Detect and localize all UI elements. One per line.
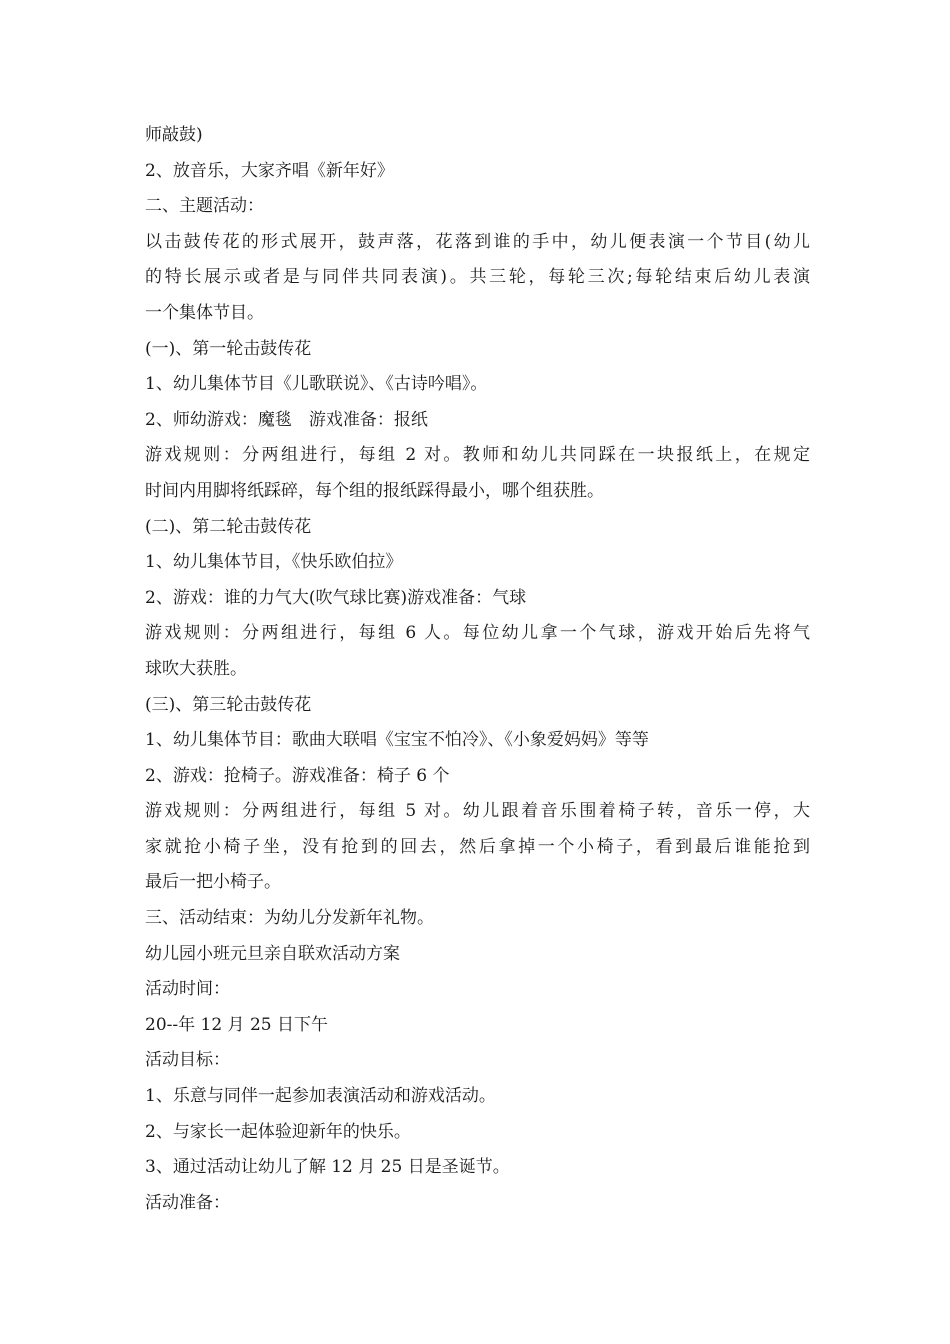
text-line: 球吹大获胜。 bbox=[145, 658, 247, 679]
subsection-heading: (三)、第三轮击鼓传花 bbox=[145, 694, 312, 715]
text-line: 1、乐意与同伴一起参加表演活动和游戏活动。 bbox=[145, 1086, 496, 1107]
text-line: 2、师幼游戏：魔毯 游戏准备：报纸 bbox=[145, 409, 428, 430]
text-line: 20--年 12 月 25 日下午 bbox=[145, 1014, 328, 1035]
text-line: 2、放音乐，大家齐唱《新年好》 bbox=[145, 160, 394, 181]
field-label: 活动时间： bbox=[145, 979, 230, 1000]
text-line: 3、通过活动让幼儿了解 12 月 25 日是圣诞节。 bbox=[145, 1157, 510, 1178]
field-label: 活动准备： bbox=[145, 1192, 230, 1213]
text-line: 1、幼儿集体节目：歌曲大联唱《宝宝不怕冷》、《小象爱妈妈》等等 bbox=[145, 730, 649, 751]
section-heading: 二、主题活动： bbox=[145, 196, 264, 217]
document-body bbox=[145, 118, 810, 1221]
document-title: 幼儿园小班元旦亲自联欢活动方案 bbox=[145, 943, 400, 964]
text-line: 1、幼儿集体节目《儿歌联说》、《古诗吟唱》。 bbox=[145, 374, 488, 395]
text-line: 2、游戏：谁的力气大(吹气球比赛)游戏准备：气球 bbox=[145, 587, 527, 608]
text-line: 1、幼儿集体节目，《快乐欧伯拉》 bbox=[145, 552, 403, 573]
text-line: 最后一把小椅子。 bbox=[145, 872, 281, 893]
text-line: 的特长展示或者是与同伴共同表演)。共三轮，每轮三次;每轮结束后幼儿表演 bbox=[145, 267, 810, 288]
subsection-heading: (一)、第一轮击鼓传花 bbox=[145, 338, 312, 359]
text-line: 游戏规则：分两组进行，每组 2 对。教师和幼儿共同踩在一块报纸上，在规定 bbox=[145, 445, 810, 466]
text-line: 师敲鼓) bbox=[145, 125, 203, 145]
text-line: 时间内用脚将纸踩碎，每个组的报纸踩得最小，哪个组获胜。 bbox=[145, 480, 604, 501]
text-line: 家就抢小椅子坐，没有抢到的回去，然后拿掉一个小椅子，看到最后谁能抢到 bbox=[145, 836, 810, 857]
section-heading: 三、活动结束：为幼儿分发新年礼物。 bbox=[145, 908, 434, 929]
text-line: 2、游戏：抢椅子。游戏准备：椅子 6 个 bbox=[145, 765, 450, 786]
subsection-heading: (二)、第二轮击鼓传花 bbox=[145, 516, 312, 537]
text-line: 游戏规则：分两组进行，每组 5 对。幼儿跟着音乐围着椅子转，音乐一停，大 bbox=[145, 801, 810, 822]
text-line: 一个集体节目。 bbox=[145, 302, 264, 323]
field-label: 活动目标： bbox=[145, 1050, 230, 1071]
text-line: 2、与家长一起体验迎新年的快乐。 bbox=[145, 1121, 411, 1142]
text-line: 以击鼓传花的形式展开，鼓声落，花落到谁的手中，幼儿便表演一个节目(幼儿 bbox=[145, 231, 810, 252]
text-line: 游戏规则：分两组进行，每组 6 人。每位幼儿拿一个气球，游戏开始后先将气 bbox=[145, 623, 810, 644]
